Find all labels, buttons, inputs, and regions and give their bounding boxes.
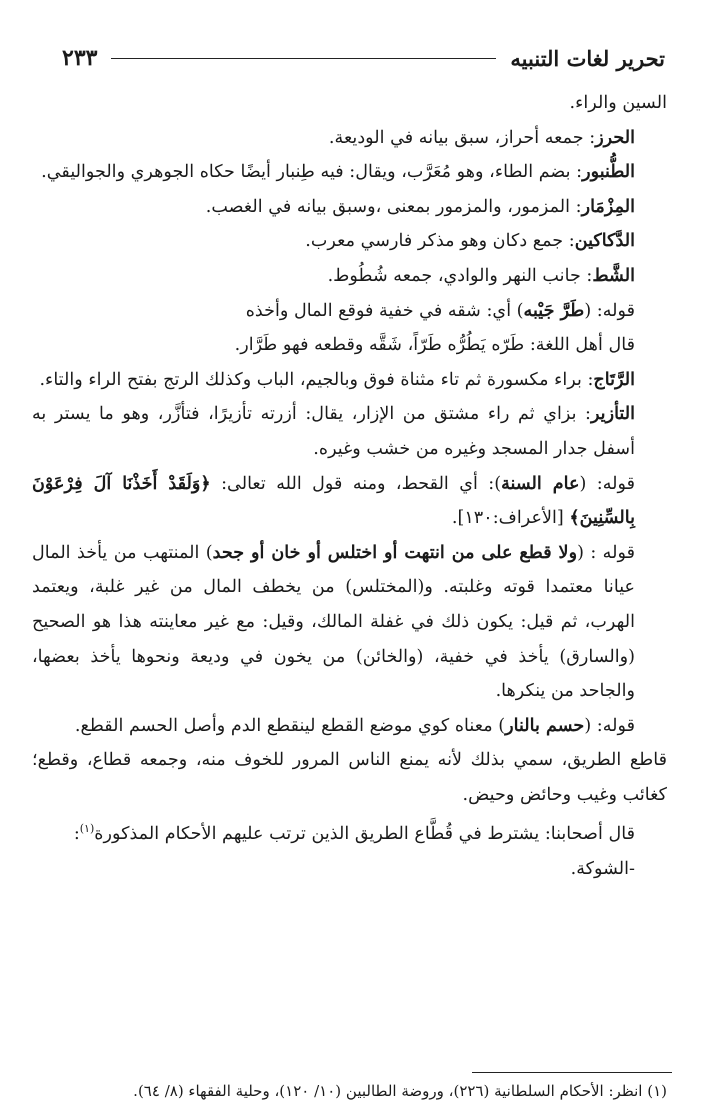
- running-title: تحرير لغات التنبيه: [510, 45, 665, 71]
- entry-term: الدَّكاكين: [574, 230, 635, 252]
- entry-text: ) المنتهب من يأخذ المال عيانا معتمدا قوته وغلبته. و(المختلس) من يخطف المال من غير غلبة، ويعتمد الهرب، ثم قيل: يكون ذلك في غفلة المالك، وقيل: مع غير معاينته هذا هو الصحيح (والسارق) يأخذ في خفية، (والخائن) من يخون في وديعة ونحوها يأخذ بعضها، والجاحد من ينكرها.: [32, 542, 635, 702]
- paragraph: [32, 190, 667, 225]
- entry-text: قوله: (: [579, 473, 635, 494]
- entry-text: قوله : (: [577, 542, 635, 563]
- entry-text: : جانب النهر والوادي، جمعه شُطُوط.: [327, 265, 593, 286]
- entry-text: قوله: (: [584, 715, 635, 736]
- entry-text: ) معناه كوي موضع القطع لينقطع الدم وأصل الحسم القطع.: [74, 715, 506, 736]
- paragraph: قال أهل اللغة: طَرّه يَطُرُّه طَرّاً، شَقَّه وقطعه فهو طَرَّار.: [234, 335, 635, 356]
- entry-term: الطُّنبور: [582, 161, 635, 183]
- entry-text: : جمعه أحراز، سبق بيانه في الوديعة.: [328, 127, 596, 148]
- entry-term: الرَّتَاج: [593, 368, 635, 390]
- paragraph: [32, 259, 667, 294]
- entry-text: : جمع دكان وهو مذكر فارسي معرب.: [305, 231, 575, 252]
- entry-term: التأزير: [590, 403, 635, 425]
- paragraph: [32, 397, 667, 466]
- entry-text: ) أي: شقه في خفية فوقع المال وأخذه: [245, 300, 524, 321]
- entry-term: الحرز: [595, 126, 635, 148]
- quoted-phrase: طَرَّ جَيْبه: [523, 299, 585, 321]
- paragraph: [32, 467, 667, 536]
- footnote: (١) انظر: الأحكام السلطانية (٢٢٦)، وروضة الطالبين (١٠/ ١٢٠)، وحلية الفقهاء (٨/ ٦٤).: [133, 1082, 667, 1100]
- paragraph: -الشوكة.: [570, 858, 635, 879]
- paragraph: قاطع الطريق، سمي بذلك لأنه يمنع الناس المرور للخوف منه، وجمعه قطاع، وقطع؛ كغائب وغيب وحائض وحيض.: [32, 750, 667, 805]
- quoted-phrase: عام السنة: [501, 472, 580, 494]
- entry-text: قوله: (: [584, 300, 635, 321]
- paragraph: [32, 294, 667, 329]
- verse-reference: [الأعراف:١٣٠].: [451, 508, 570, 529]
- entry-text: : بضم الطاء، وهو مُعَرَّب، ويقال: فيه طِنبار أيضًا حكاه الجوهري والجواليقي.: [41, 162, 583, 183]
- entry-text: : براء مكسورة ثم تاء مثناة فوق وبالجيم، الباب وكذلك الرتج بفتح الراء والتاء.: [39, 369, 594, 390]
- paragraph: [32, 121, 667, 156]
- quran-verse: ﴿وَلَقَدْ أَخَذْنَا آلَ فِرْعَوْنَ بِالسِّنِينَ﴾: [32, 472, 635, 529]
- footnote-rule: [472, 1072, 672, 1073]
- entry-text: :: [73, 824, 80, 845]
- paragraph: [32, 812, 667, 851]
- paragraph: السين والراء.: [569, 93, 667, 113]
- entry-text: قال أصحابنا: يشترط في قُطَّاع الطريق الذين ترتب عليهم الأحكام المذكورة: [94, 824, 635, 845]
- footnote-marker[interactable]: (١): [79, 822, 95, 836]
- quoted-phrase: ولا قطع على من انتهت أو اختلس أو خان أو جحد: [212, 541, 578, 563]
- entry-text: ): أي القحط، ومنه قول الله تعالى:: [210, 473, 502, 494]
- entry-term: الشَّط: [592, 264, 635, 286]
- paragraph: [32, 224, 667, 259]
- header-rule: [111, 58, 496, 59]
- running-header: [62, 40, 665, 76]
- paragraph: [32, 536, 667, 709]
- entry-term: المِزْمَار: [581, 195, 635, 217]
- paragraph: [32, 155, 667, 190]
- page-body: [32, 86, 667, 887]
- paragraph: [32, 709, 667, 744]
- quoted-phrase: حسم بالنار: [505, 714, 585, 736]
- entry-text: : بزاي ثم راء مشتق من الإزار، يقال: أزرته تأزيرًا، فتأزَّر، وهو ما يستر به أسفل جدار المسجد وغيره من خشب وغيره.: [32, 404, 635, 459]
- paragraph: [32, 363, 667, 398]
- entry-text: : المزمور، والمزمور بمعنى ،وسبق بيانه في الغصب.: [205, 196, 582, 217]
- page-number: ٢٣٣: [62, 45, 98, 71]
